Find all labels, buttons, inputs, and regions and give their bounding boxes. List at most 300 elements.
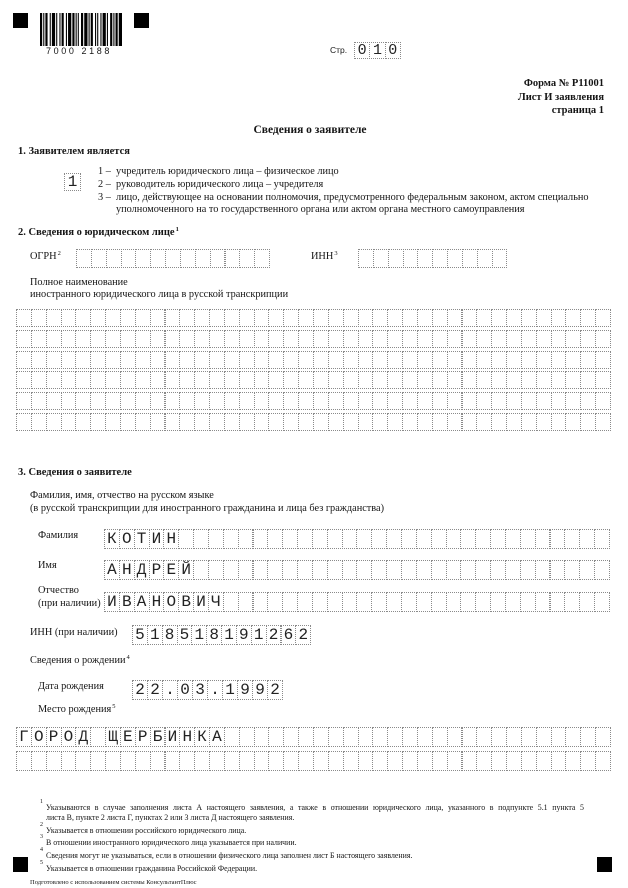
char-cell xyxy=(313,309,329,327)
char-cell xyxy=(371,529,387,549)
char-cell xyxy=(209,351,225,369)
footnote-5-text: Указывается в отношении гражданина Российской Федерации. xyxy=(46,864,258,873)
char-cell xyxy=(551,351,567,369)
footnote-2-mark: 2 xyxy=(40,822,43,828)
char-cell xyxy=(313,330,329,348)
char-cell xyxy=(551,309,567,327)
char-cell xyxy=(417,330,433,348)
char-cell xyxy=(386,592,402,612)
char-cell xyxy=(179,751,195,771)
char-cell xyxy=(283,309,299,327)
char-cell xyxy=(165,413,181,431)
char-cell xyxy=(239,413,255,431)
char-cell xyxy=(150,249,166,268)
char-cell xyxy=(283,727,299,747)
char-cell xyxy=(358,351,374,369)
char-cell xyxy=(446,529,462,549)
char-cell: Й xyxy=(178,560,194,580)
char-cell xyxy=(178,529,194,549)
char-cell xyxy=(358,371,374,389)
char-cell: 6 xyxy=(281,625,297,645)
char-cell xyxy=(209,751,225,771)
char-cell xyxy=(402,392,418,410)
char-cell xyxy=(16,413,32,431)
char-cell xyxy=(372,309,388,327)
char-cell xyxy=(61,371,77,389)
char-cell xyxy=(90,413,106,431)
char-cell xyxy=(297,529,313,549)
char-cell xyxy=(372,330,388,348)
char-cell xyxy=(313,751,329,771)
char-cell: 1 xyxy=(222,680,238,700)
char-cell xyxy=(135,249,151,268)
char-cell xyxy=(238,592,254,612)
char-cell: 1 xyxy=(251,625,267,645)
applicant-inn-label: ИНН (при наличии) xyxy=(30,627,118,638)
char-cell xyxy=(358,392,374,410)
barcode-bar xyxy=(56,13,57,46)
char-cell xyxy=(343,351,359,369)
char-cell xyxy=(31,751,47,771)
char-cell xyxy=(209,392,225,410)
char-cell xyxy=(432,413,448,431)
char-cell xyxy=(580,330,596,348)
barcode-bar xyxy=(43,13,44,46)
char-cell xyxy=(447,249,463,268)
char-cell xyxy=(595,392,611,410)
barcode-bar xyxy=(62,13,64,46)
barcode-bar xyxy=(76,13,77,46)
char-cell xyxy=(194,309,210,327)
char-cell: Д xyxy=(134,560,150,580)
footnote-2-text: Указывается в отношении российского юридического лица. xyxy=(46,826,247,835)
char-cell: 9 xyxy=(237,680,253,700)
footnote-ref-2: 2 xyxy=(57,250,61,257)
char-cell xyxy=(61,392,77,410)
char-cell xyxy=(491,371,507,389)
char-cell xyxy=(387,309,403,327)
footnote-3-mark: 3 xyxy=(40,834,43,840)
char-cell xyxy=(550,592,566,612)
char-cell xyxy=(387,371,403,389)
char-cell xyxy=(165,309,181,327)
char-cell xyxy=(165,330,181,348)
barcode-bar xyxy=(100,13,101,46)
char-cell: 9 xyxy=(236,625,252,645)
footnote-1-line-2: листа В, пункте 2 листа Г, пунктах 2 или 3 листа Д настоящего заявления. xyxy=(46,813,295,822)
char-cell xyxy=(46,309,62,327)
char-cell: Н xyxy=(163,529,179,549)
char-cell xyxy=(267,592,283,612)
char-cell xyxy=(135,392,151,410)
char-cell xyxy=(224,392,240,410)
char-cell xyxy=(328,351,344,369)
char-cell xyxy=(462,392,478,410)
char-cell xyxy=(327,592,343,612)
char-cell xyxy=(551,751,567,771)
char-cell xyxy=(46,413,62,431)
char-cell xyxy=(150,392,166,410)
char-cell xyxy=(372,727,388,747)
char-cell xyxy=(239,751,255,771)
char-cell xyxy=(298,413,314,431)
char-cell xyxy=(565,751,581,771)
char-cell xyxy=(491,413,507,431)
char-cell xyxy=(283,330,299,348)
char-cell xyxy=(476,371,492,389)
char-cell xyxy=(403,249,419,268)
char-cell xyxy=(135,371,151,389)
char-cell xyxy=(565,413,581,431)
char-cell xyxy=(446,592,462,612)
char-cell xyxy=(91,249,107,268)
char-cell xyxy=(447,371,463,389)
char-cell xyxy=(550,529,566,549)
char-cell: В xyxy=(178,592,194,612)
char-cell xyxy=(195,249,211,268)
char-cell: Г xyxy=(16,727,32,747)
char-cell xyxy=(594,560,610,580)
char-cell xyxy=(90,392,106,410)
char-cell xyxy=(225,249,241,268)
birth-place-label xyxy=(38,704,115,717)
char-cell xyxy=(328,330,344,348)
char-cell: 2 xyxy=(147,680,163,700)
birth-info-label-text: Сведения о рождении xyxy=(30,655,126,666)
char-cell xyxy=(521,413,537,431)
char-cell: . xyxy=(162,680,178,700)
char-cell xyxy=(387,351,403,369)
char-cell xyxy=(491,751,507,771)
char-cell xyxy=(343,727,359,747)
char-cell xyxy=(565,371,581,389)
birth-info-label xyxy=(30,655,130,668)
char-cell xyxy=(75,330,91,348)
page-of-sheet: страница 1 xyxy=(551,105,604,116)
char-cell: 2 xyxy=(267,680,283,700)
char-cell: Н xyxy=(149,592,165,612)
char-cell xyxy=(328,392,344,410)
char-cell xyxy=(595,751,611,771)
char-cell: 2 xyxy=(266,625,282,645)
char-cell xyxy=(209,330,225,348)
char-cell: Р xyxy=(46,727,62,747)
char-cell xyxy=(90,371,106,389)
char-cell xyxy=(327,529,343,549)
char-cell xyxy=(283,751,299,771)
char-cell xyxy=(402,351,418,369)
barcode-bar xyxy=(113,13,114,46)
char-cell: 8 xyxy=(162,625,178,645)
char-cell: Р xyxy=(135,727,151,747)
char-cell xyxy=(550,560,566,580)
char-cell xyxy=(505,592,521,612)
char-cell xyxy=(595,371,611,389)
char-cell xyxy=(179,371,195,389)
char-cell xyxy=(372,392,388,410)
char-cell xyxy=(506,330,522,348)
prepared-with-note: Подготовлено с использованием системы КонсультантПлюс xyxy=(30,879,197,886)
page-label: Стр. xyxy=(330,45,348,55)
char-cell xyxy=(31,392,47,410)
char-cell xyxy=(179,392,195,410)
char-cell xyxy=(387,413,403,431)
char-cell xyxy=(239,309,255,327)
char-cell xyxy=(358,751,374,771)
char-cell xyxy=(506,727,522,747)
char-cell xyxy=(475,592,491,612)
char-cell xyxy=(31,413,47,431)
char-cell xyxy=(372,751,388,771)
char-cell xyxy=(298,751,314,771)
barcode-bar xyxy=(59,13,60,46)
char-cell xyxy=(431,529,447,549)
char-cell xyxy=(401,529,417,549)
ogrn-label-text: ОГРН xyxy=(30,251,57,262)
char-cell xyxy=(224,727,240,747)
char-cell xyxy=(343,371,359,389)
char-cell xyxy=(462,371,478,389)
char-cell xyxy=(16,392,32,410)
char-cell xyxy=(432,309,448,327)
char-cell xyxy=(506,413,522,431)
barcode-bar xyxy=(50,13,51,46)
char-cell: А xyxy=(209,727,225,747)
char-cell: 0 xyxy=(354,42,370,59)
char-cell: 5 xyxy=(177,625,193,645)
char-cell xyxy=(150,351,166,369)
char-cell: Ч xyxy=(208,592,224,612)
char-cell xyxy=(565,392,581,410)
char-cell xyxy=(120,351,136,369)
char-cell xyxy=(520,560,536,580)
char-cell xyxy=(328,751,344,771)
char-cell: 1 xyxy=(64,173,81,191)
char-cell xyxy=(477,249,493,268)
char-cell xyxy=(120,392,136,410)
char-cell xyxy=(447,751,463,771)
char-cell xyxy=(417,371,433,389)
char-cell: Щ xyxy=(105,727,121,747)
char-cell xyxy=(253,560,269,580)
char-cell: 0 xyxy=(385,42,401,59)
barcode-bar xyxy=(66,13,67,46)
char-cell xyxy=(521,309,537,327)
char-cell xyxy=(447,309,463,327)
char-cell xyxy=(580,371,596,389)
char-cell xyxy=(208,529,224,549)
char-cell xyxy=(491,392,507,410)
char-cell xyxy=(135,309,151,327)
char-cell xyxy=(386,560,402,580)
char-cell xyxy=(283,392,299,410)
char-cell xyxy=(551,392,567,410)
char-cell xyxy=(432,330,448,348)
char-cell xyxy=(462,751,478,771)
char-cell xyxy=(580,751,596,771)
char-cell xyxy=(31,351,47,369)
char-cell xyxy=(536,330,552,348)
char-cell xyxy=(432,371,448,389)
char-cell xyxy=(594,592,610,612)
char-cell xyxy=(253,592,269,612)
char-cell xyxy=(105,309,121,327)
char-cell: О xyxy=(119,529,135,549)
char-cell: Е xyxy=(163,560,179,580)
char-cell xyxy=(595,727,611,747)
char-cell xyxy=(521,371,537,389)
char-cell xyxy=(535,529,551,549)
char-cell xyxy=(268,309,284,327)
char-cell xyxy=(105,413,121,431)
char-cell xyxy=(90,309,106,327)
footnote-4-text: Сведения могут не указываться, если в отношении физического лица заполнен лист Б настоящего заявления. xyxy=(46,851,413,860)
char-cell xyxy=(165,751,181,771)
char-cell xyxy=(179,309,195,327)
char-cell xyxy=(165,351,181,369)
char-cell xyxy=(239,371,255,389)
char-cell xyxy=(595,413,611,431)
char-cell: 5 xyxy=(132,625,148,645)
char-cell xyxy=(520,592,536,612)
char-cell xyxy=(283,371,299,389)
char-cell xyxy=(521,330,537,348)
char-cell xyxy=(105,351,121,369)
char-cell: Е xyxy=(120,727,136,747)
fio-label-line-2: (в русской транскрипции для иностранного гражданина и лица без гражданства) xyxy=(30,503,385,514)
char-cell xyxy=(431,592,447,612)
char-cell xyxy=(521,727,537,747)
char-cell: 3 xyxy=(192,680,208,700)
char-cell xyxy=(90,351,106,369)
char-cell xyxy=(432,249,448,268)
footnote-5-mark: 5 xyxy=(40,860,43,866)
char-cell xyxy=(150,751,166,771)
patronymic-label-line-2: (при наличии) xyxy=(38,598,101,609)
char-cell xyxy=(224,330,240,348)
char-cell xyxy=(358,413,374,431)
char-cell xyxy=(194,751,210,771)
footnote-ref-5: 5 xyxy=(112,703,116,710)
char-cell: 2 xyxy=(132,680,148,700)
char-cell xyxy=(372,371,388,389)
birth-place-label-text: Место рождения xyxy=(38,704,112,715)
char-cell xyxy=(194,351,210,369)
ogrn-label xyxy=(30,251,61,264)
char-cell xyxy=(373,249,389,268)
char-cell xyxy=(564,560,580,580)
char-cell xyxy=(105,330,121,348)
char-cell xyxy=(551,371,567,389)
char-cell xyxy=(312,560,328,580)
char-cell xyxy=(135,751,151,771)
char-cell: Н xyxy=(119,560,135,580)
char-cell xyxy=(46,330,62,348)
char-cell xyxy=(268,751,284,771)
char-cell xyxy=(446,560,462,580)
char-cell xyxy=(402,309,418,327)
char-cell: 2 xyxy=(295,625,311,645)
char-cell xyxy=(120,371,136,389)
char-cell xyxy=(298,330,314,348)
option-2-number: 2 – xyxy=(98,179,111,190)
char-cell xyxy=(61,309,77,327)
char-cell xyxy=(223,592,239,612)
char-cell xyxy=(490,592,506,612)
char-cell xyxy=(224,309,240,327)
char-cell xyxy=(417,751,433,771)
char-cell xyxy=(179,351,195,369)
char-cell xyxy=(76,249,92,268)
char-cell xyxy=(476,392,492,410)
char-cell xyxy=(254,249,270,268)
char-cell xyxy=(179,413,195,431)
char-cell xyxy=(417,351,433,369)
char-cell xyxy=(313,392,329,410)
char-cell xyxy=(75,413,91,431)
char-cell xyxy=(460,529,476,549)
char-cell xyxy=(476,413,492,431)
char-cell xyxy=(75,309,91,327)
char-cell xyxy=(536,309,552,327)
char-cell: 9 xyxy=(252,680,268,700)
char-cell xyxy=(462,413,478,431)
char-cell xyxy=(208,560,224,580)
barcode-bar xyxy=(40,13,42,46)
char-cell: И xyxy=(165,727,181,747)
char-cell xyxy=(565,727,581,747)
char-cell xyxy=(387,727,403,747)
char-cell xyxy=(432,351,448,369)
char-cell xyxy=(223,529,239,549)
char-cell xyxy=(535,592,551,612)
char-cell xyxy=(238,560,254,580)
char-cell xyxy=(209,309,225,327)
char-cell xyxy=(298,371,314,389)
char-cell xyxy=(268,413,284,431)
registration-mark-bottom-right xyxy=(597,857,612,872)
char-cell xyxy=(595,330,611,348)
char-cell xyxy=(401,560,417,580)
section1-heading: 1. Заявителем является xyxy=(18,146,130,157)
char-cell xyxy=(254,751,270,771)
char-cell xyxy=(580,351,596,369)
char-cell xyxy=(31,371,47,389)
char-cell xyxy=(417,392,433,410)
char-cell xyxy=(387,330,403,348)
char-cell xyxy=(16,351,32,369)
char-cell xyxy=(224,351,240,369)
option-3-number: 3 – xyxy=(98,192,111,203)
char-cell xyxy=(328,413,344,431)
char-cell xyxy=(462,727,478,747)
char-cell xyxy=(476,727,492,747)
char-cell xyxy=(476,309,492,327)
char-cell xyxy=(579,592,595,612)
char-cell xyxy=(135,351,151,369)
barcode-number: 7000 2188 xyxy=(46,46,112,56)
form-number: Форма № Р11001 xyxy=(523,78,604,89)
char-cell xyxy=(521,751,537,771)
barcode-bar xyxy=(110,13,112,46)
char-cell xyxy=(490,560,506,580)
char-cell: К xyxy=(104,529,120,549)
char-cell xyxy=(432,727,448,747)
char-cell xyxy=(283,351,299,369)
char-cell: И xyxy=(104,592,120,612)
char-cell xyxy=(447,413,463,431)
char-cell: 8 xyxy=(206,625,222,645)
